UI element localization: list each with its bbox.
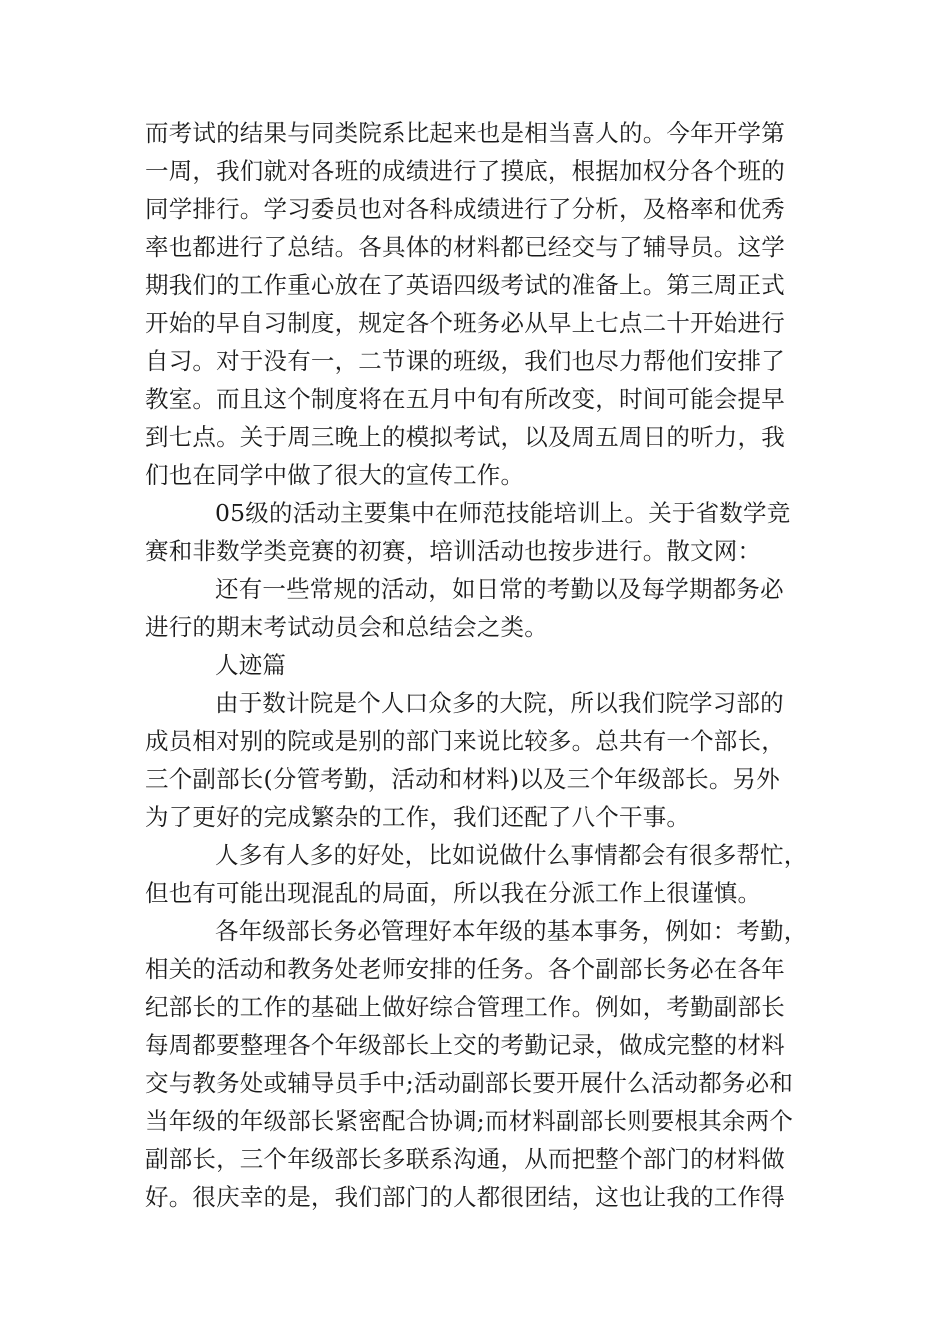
text-line: 各年级部长务必管理好本年级的基本事务，例如：考勤，	[215, 917, 808, 945]
text-line: 同学排行。学习委员也对各科成绩进行了分析，及格率和优秀	[145, 195, 785, 223]
text-line: 赛和非数学类竞赛的初赛，培训活动也按步进行。散文网：	[145, 537, 762, 565]
text-line: 率也都进行了总结。各具体的材料都已经交与了辅导员。这学	[145, 233, 785, 261]
text-line: 纪部长的工作的基础上做好综合管理工作。例如，考勤副部长	[145, 993, 785, 1021]
text-line: 相关的活动和教务处老师安排的任务。各个副部长务必在各年	[145, 955, 785, 983]
text-line: 为了更好的完成繁杂的工作，我们还配了八个干事。	[145, 803, 691, 831]
text-line: 期我们的工作重心放在了英语四级考试的准备上。第三周正式	[145, 271, 785, 299]
text-line: 当年级的年级部长紧密配合协调;而材料副部长则要根其余两个	[145, 1107, 794, 1135]
text-line: 开始的早自习制度，规定各个班务必从早上七点二十开始进行	[145, 309, 785, 337]
text-line: 教室。而且这个制度将在五月中旬有所改变，时间可能会提早	[145, 385, 785, 413]
text-line: 由于数计院是个人口众多的大院，所以我们院学习部的	[215, 689, 784, 717]
text-line: 进行的期末考试动员会和总结会之类。	[145, 613, 548, 641]
text-line: 好。很庆幸的是，我们部门的人都很团结，这也让我的工作得	[145, 1183, 785, 1211]
text-line: 自习。对于没有一，二节课的班级，我们也尽力帮他们安排了	[145, 347, 785, 375]
text-line: 每周都要整理各个年级部长上交的考勤记录，做成完整的材料	[145, 1031, 785, 1059]
text-line: 们也在同学中做了很大的宣传工作。	[145, 461, 525, 489]
text-line: 三个副部长(分管考勤，活动和材料)以及三个年级部长。另外	[145, 765, 780, 793]
text-line: 到七点。关于周三晚上的模拟考试，以及周五周日的听力，我	[145, 423, 785, 451]
text-line: 副部长，三个年级部长多联系沟通，从而把整个部门的材料做	[145, 1145, 785, 1173]
text-line: 人多有人多的好处，比如说做什么事情都会有很多帮忙，	[215, 841, 808, 869]
text-line: 成员相对别的院或是别的部门来说比较多。总共有一个部长，	[145, 727, 785, 755]
text-line: 05级的活动主要集中在师范技能培训上。关于省数学竞	[215, 499, 791, 527]
text-line: 一周，我们就对各班的成绩进行了摸底，根据加权分各个班的	[145, 157, 785, 185]
text-line: 而考试的结果与同类院系比起来也是相当喜人的。今年开学第	[145, 119, 785, 147]
text-line: 人迹篇	[215, 651, 287, 679]
text-line: 但也有可能出现混乱的局面，所以我在分派工作上很谨慎。	[145, 879, 762, 907]
document-body	[145, 114, 810, 1216]
text-line: 还有一些常规的活动，如日常的考勤以及每学期都务必	[215, 575, 784, 603]
text-line: 交与教务处或辅导员手中;活动副部长要开展什么活动都务必和	[145, 1069, 794, 1097]
